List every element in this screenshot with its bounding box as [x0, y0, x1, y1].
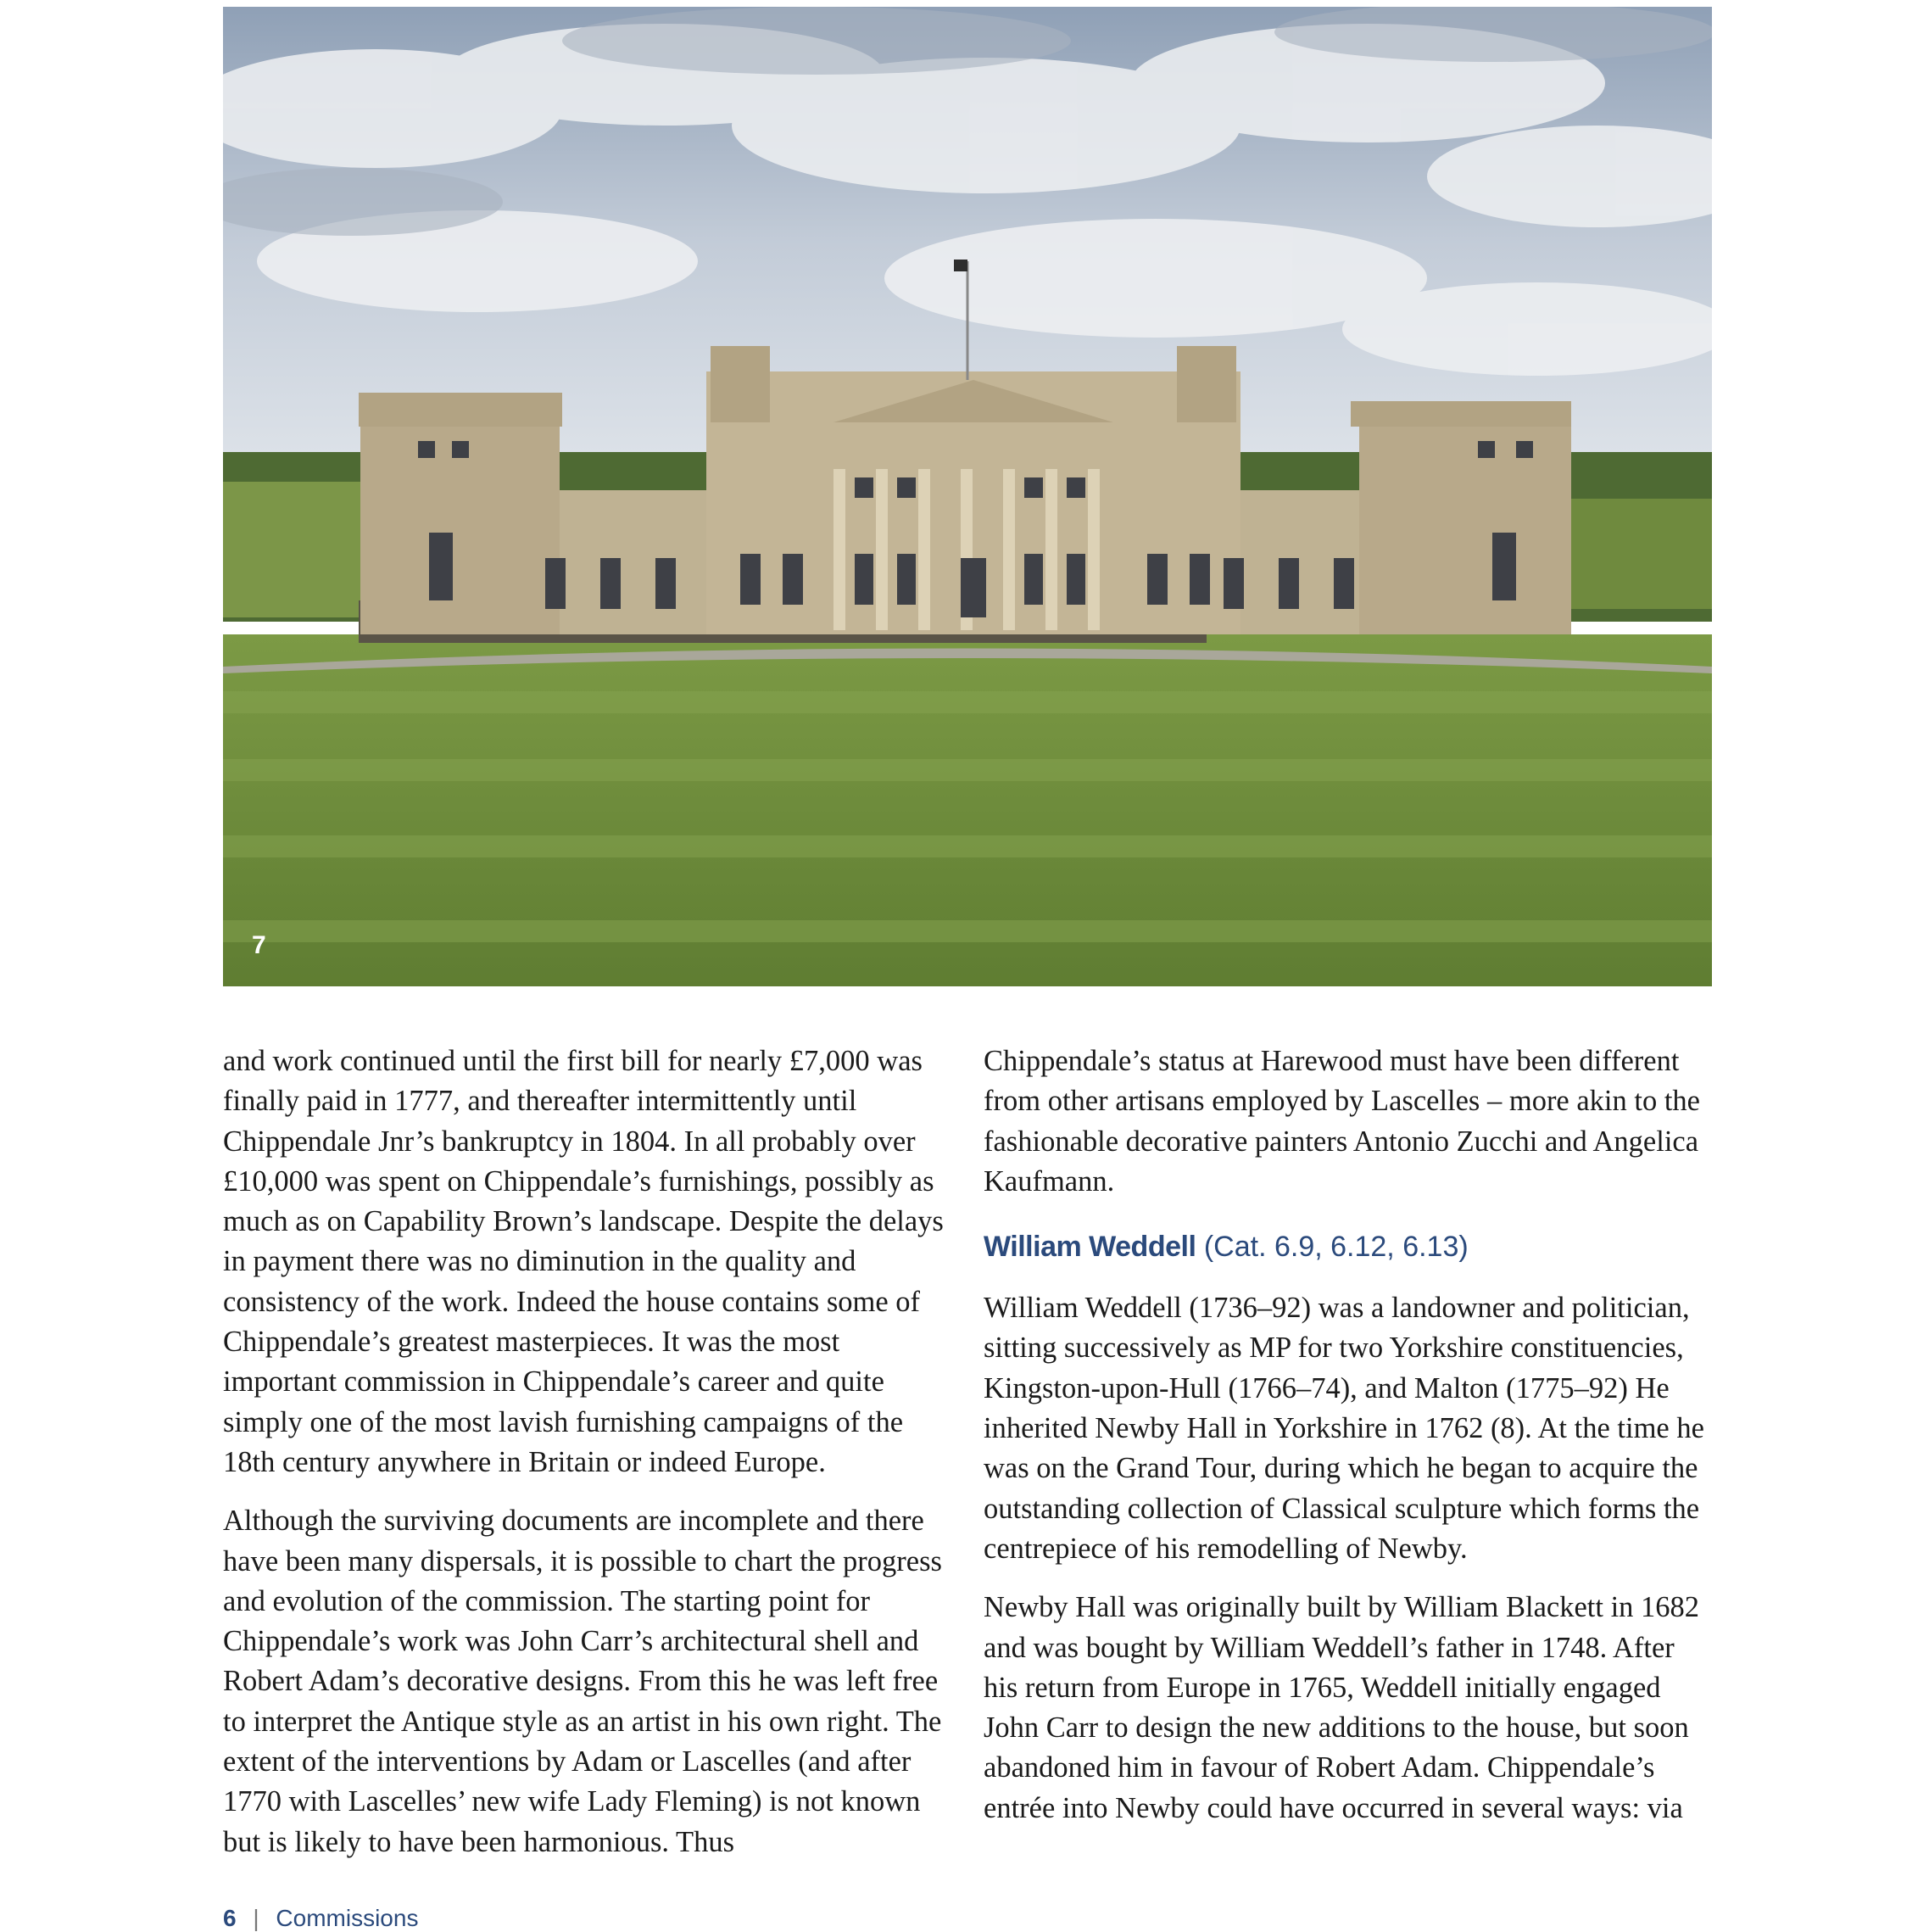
footer-separator: |	[253, 1905, 259, 1931]
right-column	[984, 1041, 1713, 1847]
body-paragraph: and work continued until the first bill for nearly £7,000 was finally paid in 1777, and thereafter intermittently until Chippendale Jnr’s bankruptcy in 1804. In all probably over £10,000 was spent on Chippendale’s furnishings, possibly as much as on Capability Brown’s landscape. Despite the delays in payment there was no diminution in the quality and consistency of the work. Indeed the house contains some of Chippendale’s greatest masterpieces. It was the most important commission in Chippendale’s career and quite simply one of the most lavish furnishing campaigns of the 18th century anywhere in Britain or indeed Europe.	[223, 1045, 944, 1478]
house-photo-drawing	[223, 7, 1712, 986]
section-heading-refs: (Cat. 6.9, 6.12, 6.13)	[1203, 1231, 1469, 1264]
section-name: Commissions	[276, 1905, 419, 1931]
body-paragraph: Chippendale’s status at Harewood must have been different from other artisans employed by Lascelles – more akin to the fashionable decorative painters Antonio Zucchi and Angelica Kaufmann.	[984, 1045, 1700, 1198]
left-column	[223, 1041, 952, 1881]
figure-number: 7	[252, 931, 266, 959]
body-paragraph: Although the surviving documents are incomplete and there have been many dispersals, it is possible to chart the progress and evolution of the commission. The starting point for Chippendale’s work was John Carr’s architectural shell and Robert Adam’s decorative designs. From this he was left free to interpret the Antique style as an artist in his own right. The extent of the interventions by Adam or Lascelles (and after 1770 with Lascelles’ new wife Lady Fleming) is not known but is likely to have been harmonious. Thus	[223, 1505, 942, 1858]
body-paragraph: Newby Hall was originally built by William Blackett in 1682 and was bought by William Weddell’s father in 1748. After his return from Europe in 1765, Weddell initially engaged John Carr to design the new additions to the house, but soon abandoned him in favour of Robert Adam. Chippendale’s entrée into Newby could have occurred in several ways: via	[984, 1591, 1700, 1824]
page-number: 6	[223, 1905, 237, 1931]
house-photograph	[223, 7, 1712, 986]
body-paragraph: William Weddell (1736–92) was a landowner and politician, sitting successively as MP for two Yorkshire constituencies, Kingston-upon-Hull (1766–74), and Malton (1775–92) He inherited Newby Hall in Yorkshire in 1762 (8). At the time he was on the Grand Tour, during which he began to acquire the outstanding collection of Classical sculpture which forms the centrepiece of his remodelling of Newby.	[984, 1292, 1704, 1565]
page-footer	[223, 1905, 418, 1932]
section-heading	[984, 1227, 1713, 1266]
section-heading-name: William Weddell	[984, 1231, 1196, 1264]
